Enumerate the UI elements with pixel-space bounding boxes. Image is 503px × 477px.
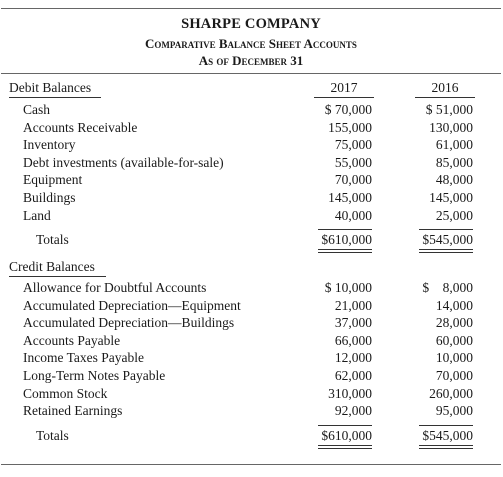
credit-subtotal-rule-2017 [318, 425, 372, 426]
credit-title-underline [9, 276, 106, 277]
row-value-2017: 21,000 [334, 297, 372, 313]
row-value-2016: 14,000 [435, 297, 473, 313]
row-value-2017: 310,000 [328, 385, 372, 401]
row-value-2017: 55,000 [334, 154, 372, 170]
row-value-2016: 10,000 [435, 350, 473, 366]
row-label: Retained Earnings [23, 403, 123, 419]
debit-subtotal-rule-2016 [419, 229, 473, 230]
row-value-2016: 25,000 [435, 207, 473, 223]
row-value-2017: 155,000 [328, 119, 372, 135]
credit-subtotal-rule-2016 [419, 425, 473, 426]
row-value-2017: 70,000 [334, 172, 372, 188]
row-value-2017: 37,000 [334, 315, 372, 331]
credit-total-2017: $610,000 [321, 428, 372, 443]
debit-title-underline [9, 97, 101, 98]
debit-subtotal-rule-2017 [318, 229, 372, 230]
row-value-2016: 60,000 [435, 332, 473, 348]
debit-section-title: Debit Balances [9, 80, 92, 95]
row-value-2016: 61,000 [435, 137, 473, 153]
row-label: Cash [23, 102, 50, 117]
column-2017-underline [314, 97, 374, 98]
company-name: SHARPE COMPANY [181, 16, 321, 32]
row-value-2017: 12,000 [334, 350, 372, 366]
row-value-2016: 28,000 [435, 315, 473, 331]
row-value-2017: $ 10,000 [324, 280, 372, 295]
row-label: Income Taxes Payable [23, 350, 145, 366]
debit-total-2017: $610,000 [321, 232, 372, 247]
column-2016-underline [415, 97, 475, 98]
statement-header [1, 9, 501, 74]
row-value-2016: 130,000 [429, 119, 473, 135]
credit-total-2016: $545,000 [422, 428, 473, 443]
row-label: Allowance for Doubtful Accounts [23, 280, 207, 295]
statement-title: Comparative Balance Sheet Accounts [145, 36, 357, 51]
debit-total-double-rule-2016 [419, 249, 473, 253]
row-label: Common Stock [23, 385, 108, 401]
row-value-2016: 48,000 [435, 172, 473, 188]
row-value-2017: 75,000 [334, 137, 372, 153]
credit-section-title: Credit Balances [9, 259, 95, 274]
row-value-2016: 95,000 [435, 403, 473, 419]
column-header-2016: 2016 [431, 80, 459, 95]
debit-totals-label: Totals [36, 232, 69, 247]
row-label: Land [23, 207, 51, 223]
row-value-2016: 85,000 [435, 154, 473, 170]
row-value-2017: 62,000 [334, 368, 372, 383]
column-header-2017: 2017 [330, 80, 358, 95]
row-label: Accumulated Depreciation—Buildings [23, 315, 235, 331]
row-label: Accounts Payable [23, 332, 121, 348]
credit-totals-label: Totals [36, 428, 69, 443]
row-label: Inventory [23, 137, 76, 153]
row-value-2016: 70,000 [435, 368, 473, 383]
row-label: Buildings [23, 190, 76, 205]
row-value-2017: 145,000 [328, 190, 372, 205]
row-label: Debt investments (available-for-sale) [23, 154, 224, 170]
row-value-2016: $ 51,000 [425, 102, 473, 117]
row-label: Accumulated Depreciation—Equipment [23, 297, 241, 313]
row-value-2016: $ 8,000 [422, 280, 473, 295]
credit-total-double-rule-2016 [419, 445, 473, 449]
row-value-2017: 40,000 [334, 207, 372, 223]
row-label: Equipment [23, 172, 83, 188]
row-value-2017: $ 70,000 [324, 102, 372, 117]
debit-total-double-rule-2017 [318, 249, 372, 253]
row-label: Long-Term Notes Payable [23, 368, 166, 383]
row-value-2016: 260,000 [429, 385, 473, 401]
debit-total-2016: $545,000 [422, 232, 473, 247]
credit-total-double-rule-2017 [318, 445, 372, 449]
row-label: Accounts Receivable [23, 119, 138, 135]
row-value-2016: 145,000 [429, 190, 473, 205]
statement-date: As of December 31 [198, 53, 304, 68]
row-value-2017: 92,000 [334, 403, 372, 419]
row-value-2017: 66,000 [334, 332, 372, 348]
